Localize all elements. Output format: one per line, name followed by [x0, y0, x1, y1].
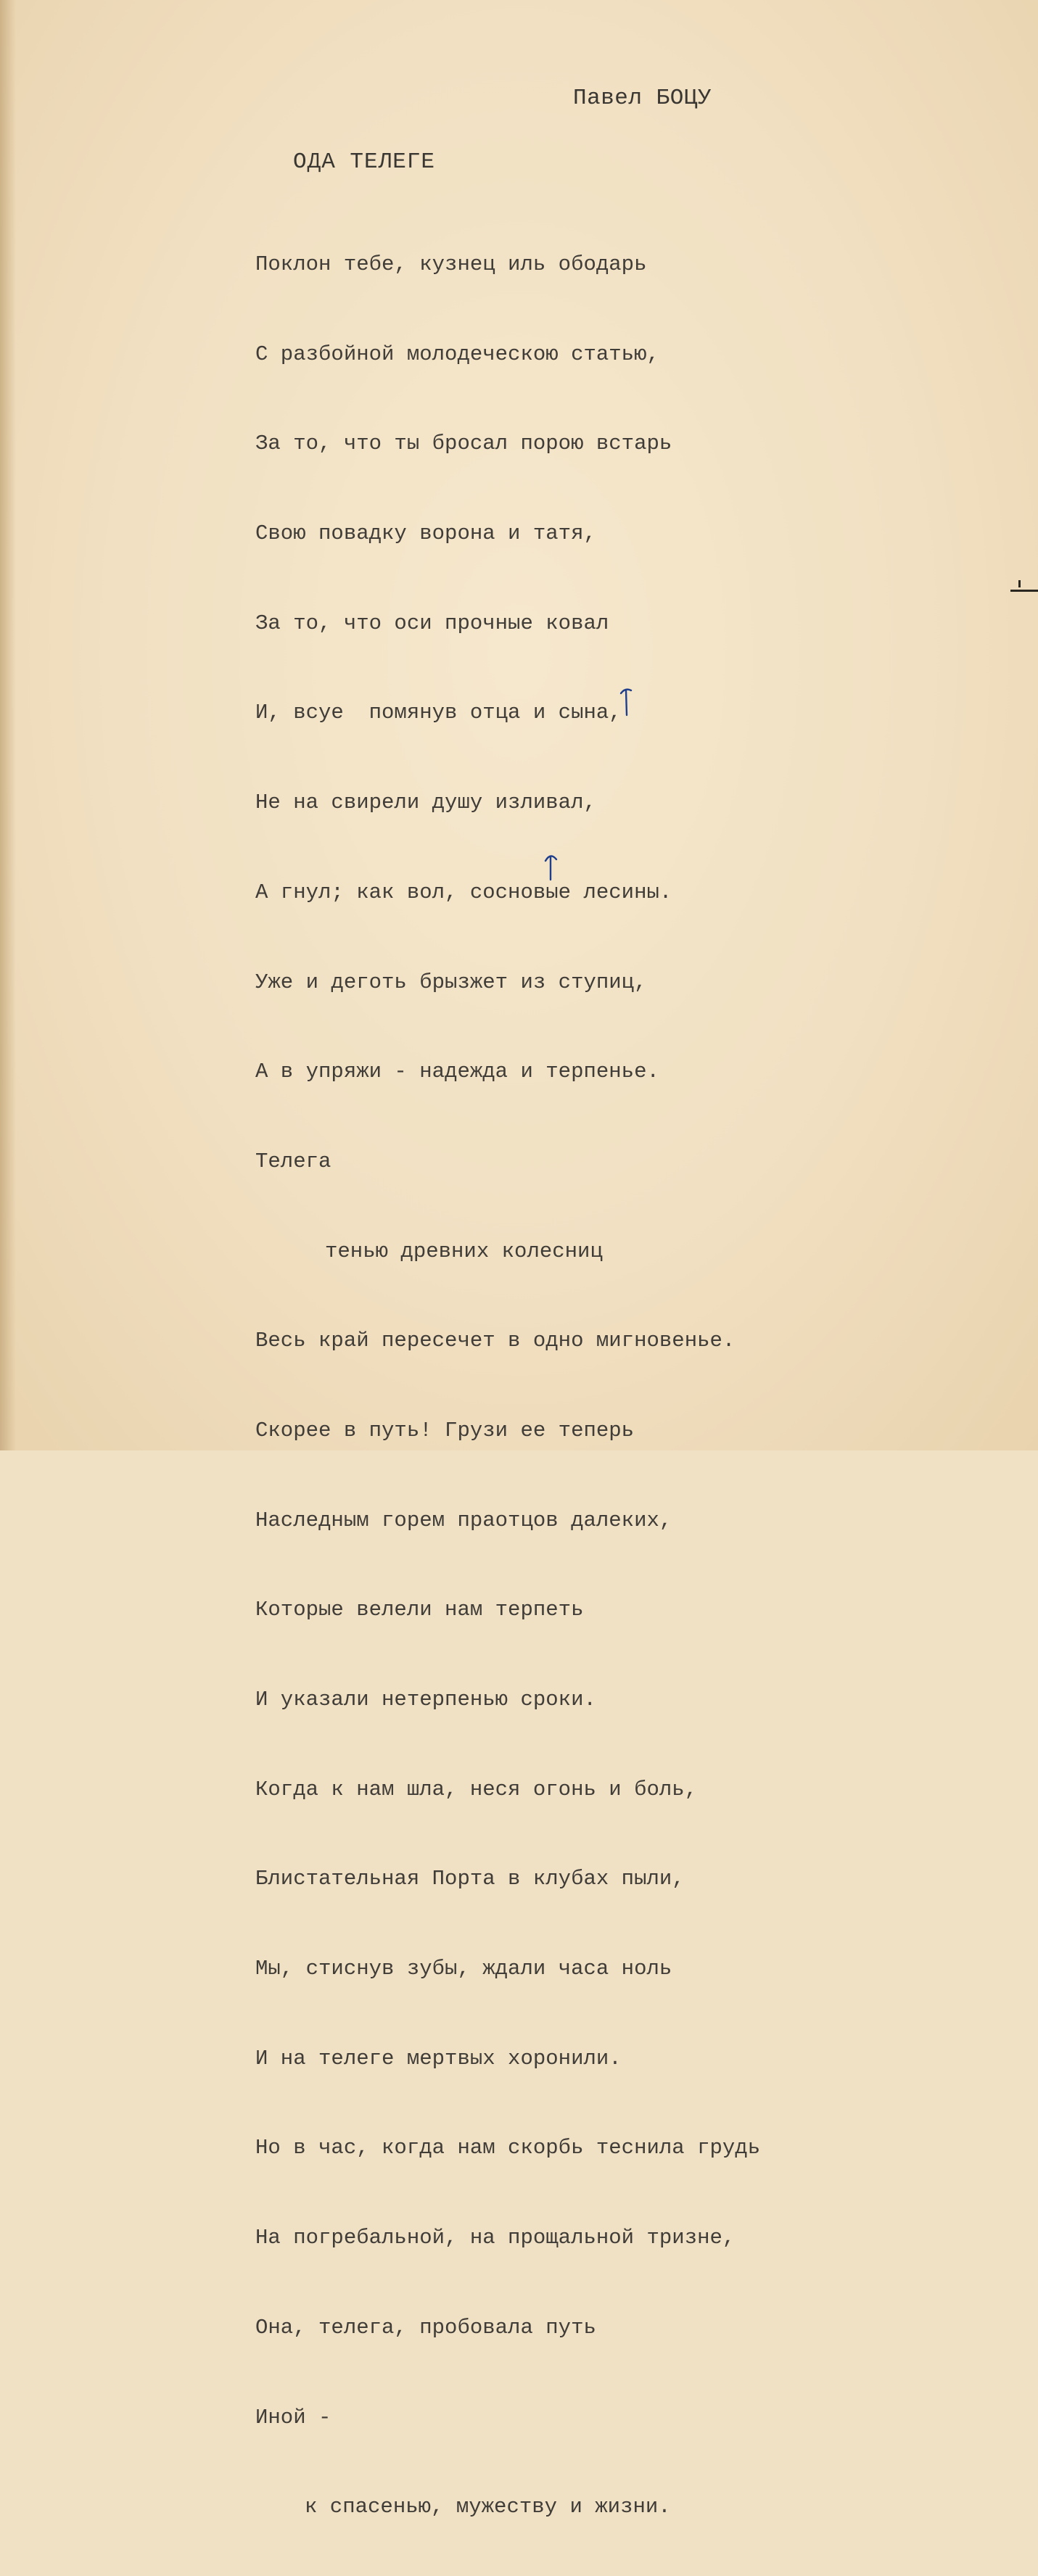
poem-line: На погребальной, на прощальной тризне,: [255, 2226, 736, 2250]
poem-line: Уже и деготь брызжет из ступиц,: [255, 970, 647, 994]
poem-line: Наследным горем праотцов далеких,: [255, 1508, 672, 1532]
poem-line: Когда к нам шла, неся огонь и боль,: [255, 1777, 698, 1801]
poem-line: Мы, стиснув зубы, ждали часа ноль: [255, 1957, 672, 1981]
poem-line: Блистательная Порта в клубах пыли,: [255, 1867, 685, 1891]
poem-line: Скорее в путь! Грузи ее теперь: [255, 1418, 635, 1442]
poem-line: И указали нетерпенью сроки.: [255, 1688, 596, 1712]
poem-line: Она, телега, пробовала путь: [255, 2315, 596, 2340]
edge-mark: [1010, 590, 1038, 592]
poem-line: И на телеге мертвых хоронили.: [255, 2046, 622, 2071]
poem-line: Поклон тебе, кузнец иль ободарь: [255, 252, 647, 276]
edge-tick: [1018, 580, 1021, 587]
poem-line: За то, что ты бросал порою встарь: [255, 432, 672, 456]
poem-title: ОДА ТЕЛЕГЕ: [293, 149, 436, 175]
poem-line: Весь край пересечет в одно мигновенье.: [255, 1329, 736, 1353]
poem-line: Но в час, когда нам скорбь теснила грудь: [255, 2136, 761, 2160]
poem-line: За то, что оси прочные ковал: [255, 611, 609, 635]
pen-correction-mark: [543, 851, 560, 883]
poem-line: И, всуе помянув отца и сына,: [255, 701, 622, 725]
poem-body: [255, 196, 760, 2576]
poem-line: тенью древних колесниц: [325, 1239, 603, 1263]
poem-line: Телега: [255, 1149, 331, 1173]
poem-line: Которые велели нам терпеть: [255, 1598, 584, 1622]
poem-line: А гнул; как вол, сосновые лесины.: [255, 880, 672, 904]
poem-line: Не на свирели душу изливал,: [255, 790, 596, 815]
pen-correction-mark: [618, 686, 635, 718]
poem-line: С разбойной молодеческою статью,: [255, 342, 659, 366]
poem-line: Иной -: [255, 2405, 331, 2430]
poem-line: Свою повадку ворона и татя,: [255, 521, 596, 546]
poem-line: А в упряжи - надежда и терпенье.: [255, 1060, 659, 1084]
author-name: Павел БОЦУ: [573, 86, 712, 111]
poem-line: к спасенью, мужеству и жизни.: [305, 2495, 671, 2519]
